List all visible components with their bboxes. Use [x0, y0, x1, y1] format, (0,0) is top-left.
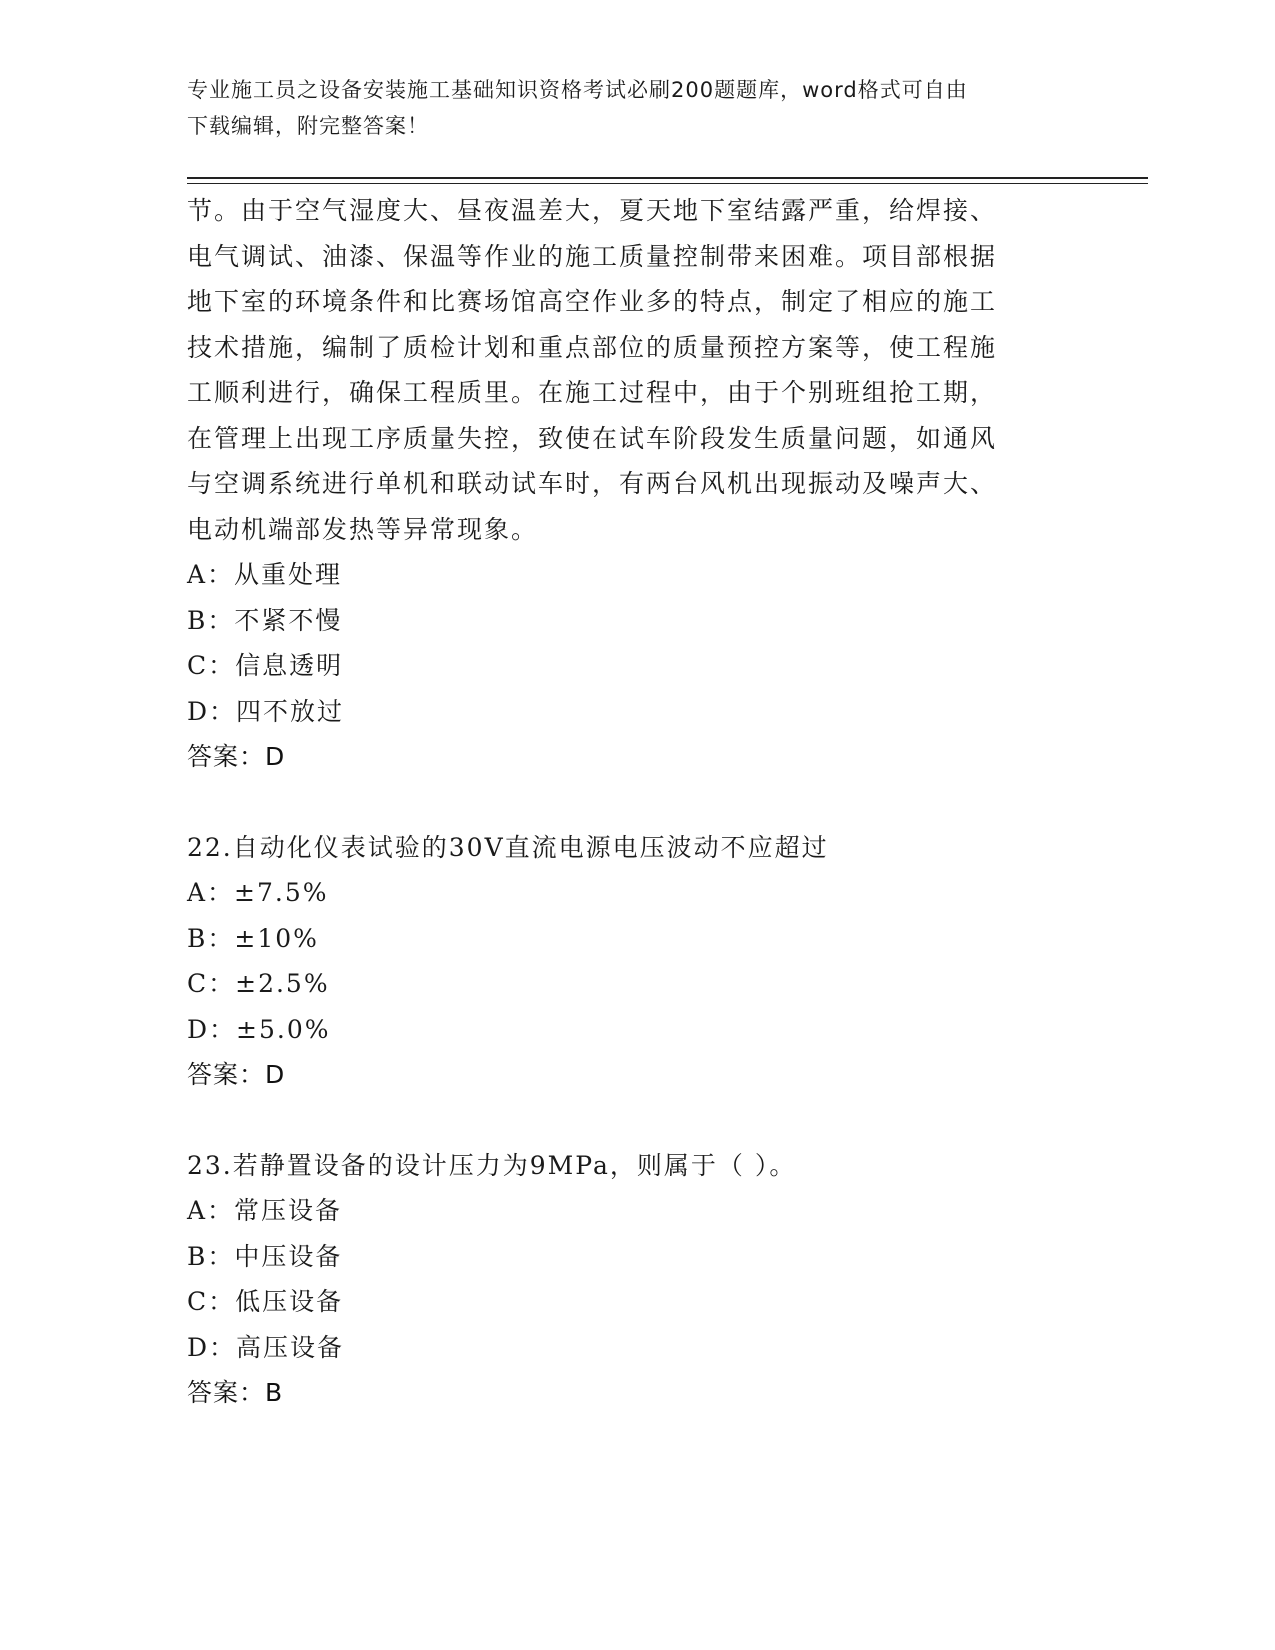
option-a: A：从重处理 [187, 560, 343, 589]
passage-line: 电动机端部发热等异常现象。 [187, 514, 539, 544]
option-c: C：信息透明 [187, 651, 344, 680]
header-rule-thin [187, 183, 1148, 184]
passage-line: 地下室的环境条件和比赛场馆高空作业多的特点，制定了相应的施工 [187, 287, 998, 316]
answer-line: 答案：B [187, 1378, 284, 1407]
question-title: 22.自动化仪表试验的30V直流电源电压波动不应超过 [187, 832, 829, 862]
passage-block [187, 188, 1087, 780]
option-b: B：中压设备 [187, 1241, 343, 1271]
answer-line: 答案：D [187, 1060, 286, 1089]
question-title: 23.若静置设备的设计压力为9MPa，则属于（ ）。 [187, 1150, 797, 1180]
spacer [187, 780, 1087, 825]
header-line-1: 专业施工员之设备安装施工基础知识资格考试必刷200题题库，word格式可自由 [187, 78, 968, 102]
passage-line: 工顺利进行，确保工程质里。在施工过程中，由于个别班组抢工期， [187, 378, 998, 407]
question-22 [187, 825, 1087, 1098]
answer-line: 答案：D [187, 742, 286, 771]
header-rule-thick [187, 177, 1148, 179]
option-a: A：常压设备 [187, 1196, 343, 1225]
passage-line: 与空调系统进行单机和联动试车时，有两台风机出现振动及噪声大、 [187, 469, 998, 498]
passage-line: 技术措施，编制了质检计划和重点部位的质量预控方案等，使工程施 [187, 332, 998, 362]
option-a: A：±7.5% [187, 878, 329, 907]
option-c: C：低压设备 [187, 1287, 344, 1316]
passage-line: 节。由于空气湿度大、昼夜温差大，夏天地下室结露严重，给焊接、 [187, 196, 998, 225]
option-d: D：四不放过 [187, 696, 345, 726]
option-b: B：不紧不慢 [187, 605, 343, 635]
option-d: D：高压设备 [187, 1332, 345, 1362]
passage-line: 在管理上出现工序质量失控，致使在试车阶段发生质量问题，如通风 [187, 423, 998, 453]
question-23 [187, 1143, 1087, 1416]
page-header [187, 72, 1067, 144]
document-body [187, 188, 1087, 1416]
spacer [187, 1098, 1087, 1143]
option-b: B：±10% [187, 923, 319, 953]
passage-line: 电气调试、油漆、保温等作业的施工质量控制带来困难。项目部根据 [187, 241, 998, 271]
header-line-2: 下载编辑，附完整答案！ [187, 114, 429, 138]
option-d: D：±5.0% [187, 1014, 331, 1044]
option-c: C：±2.5% [187, 969, 330, 998]
